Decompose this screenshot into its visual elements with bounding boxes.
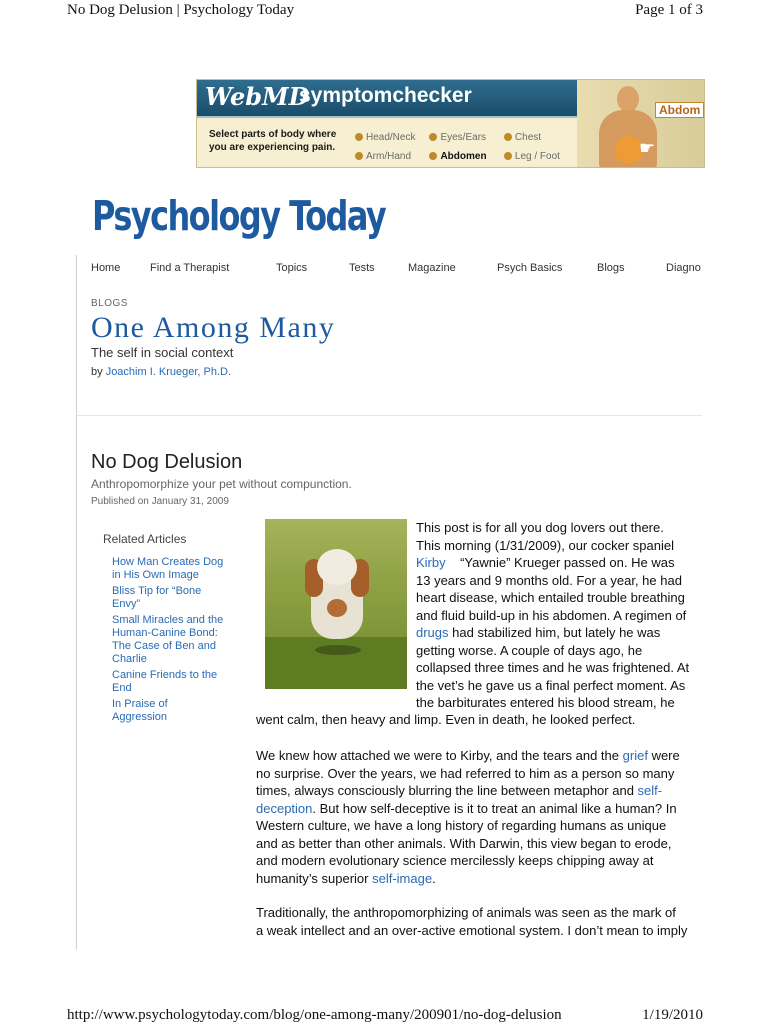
nav-diagnosis[interactable]: Diagno	[666, 262, 701, 274]
ad-body-part-options	[355, 127, 575, 165]
blog-title[interactable]: One Among Many	[91, 311, 336, 344]
webmd-symptom-checker-ad[interactable]	[196, 79, 705, 168]
link-self-deception[interactable]: self-	[637, 783, 663, 798]
bullet-icon	[429, 133, 437, 141]
hand-cursor-icon: ☛	[639, 138, 656, 158]
post-title: No Dog Delusion	[91, 451, 243, 473]
ad-option-arm-hand[interactable]: Arm/Hand	[355, 151, 425, 162]
link-self-deception-cont[interactable]: deception	[256, 800, 313, 816]
related-article-link[interactable]: Small Miracles and the Human-Canine Bond: The Case of Ben and Charlie	[112, 614, 224, 665]
ad-selected-tag: Abdom	[655, 102, 704, 118]
print-date: 1/19/2010	[642, 1007, 703, 1023]
author-link[interactable]: Joachim I. Krueger, Ph.D.	[105, 366, 232, 378]
related-article-link[interactable]: How Man Creates Dog in His Own Image	[112, 556, 224, 581]
link-self-image[interactable]: self-image	[372, 870, 433, 886]
byline: by Joachim I. Krueger, Ph.D.	[91, 366, 232, 378]
related-article-link[interactable]: Bliss Tip for “Bone Envy”	[112, 585, 202, 610]
ad-prompt: Select parts of body where you are experiencing pain.	[209, 129, 337, 153]
nav-psych-basics[interactable]: Psych Basics	[497, 262, 563, 274]
link-drugs[interactable]: drugs	[416, 625, 449, 640]
related-article-link[interactable]: In Praise of Aggression	[112, 698, 168, 723]
bullet-icon	[355, 133, 363, 141]
post-date: Published on January 31, 2009	[91, 496, 229, 507]
header-divider	[77, 415, 702, 416]
paragraph-2: We knew how attached we were to Kirby, and the tears and the grief were no surprise. Over the years, we had referred to him as a person so many times, always consciously blurring the line between metaphor and self- deception. But how self-deceptive is it to treat an animal like a human? In Western culture, we have a long history of regarding humans as unique and as better than other animals. With Darwin, this view began to erode, and modern evolutionary science mercilessly keeps chipping away at humanity’s superior self-image.	[256, 748, 680, 886]
bullet-icon	[429, 152, 437, 160]
nav-home[interactable]: Home	[91, 262, 121, 274]
psychology-today-logo[interactable]: Psychology Today	[92, 192, 386, 240]
paragraph-3: Traditionally, the anthropomorphizing of animals was seen as the mark of a weak intellect and an over-active emotional system. I don’t mean to imply	[256, 905, 688, 938]
ad-option-abdomen[interactable]: Abdomen	[429, 151, 499, 162]
ad-product-name: symptomchecker	[299, 84, 472, 107]
bullet-icon	[504, 152, 512, 160]
nav-topics[interactable]: Topics	[276, 262, 308, 274]
blog-subtitle: The self in social context	[91, 345, 234, 360]
main-nav	[0, 262, 702, 276]
ad-option-head-neck[interactable]: Head/Neck	[355, 132, 425, 143]
print-url: http://www.psychologytoday.com/blog/one-among-many/200901/no-dog-delusion	[67, 1007, 562, 1023]
ad-header	[197, 80, 577, 118]
content-divider	[76, 255, 77, 950]
bullet-icon	[355, 152, 363, 160]
nav-magazine[interactable]: Magazine	[408, 262, 456, 274]
print-page-title: No Dog Delusion | Psychology Today	[67, 2, 295, 18]
related-articles	[103, 532, 233, 727]
link-kirby[interactable]: Kirby	[416, 555, 446, 570]
dog-photo	[265, 519, 407, 689]
paragraph-1-top: This post is for all you dog lovers out there. This morning (1/31/2009), our cocker spaniel Kirby “Yawnie” Krueger passed on. He was 13 years and 9 months old. For a year, he had heart disease, which entailed trouble breathing and fluid build-up in his abdomen. A regimen of drugs had stabilized him, but lately he was getting worse. A couple of days ago, he collapsed three times and he was frightened. At the vet’s he gave us a final perfect moment. As the barbiturates entered his blood stream, he	[416, 520, 690, 710]
section-label: BLOGS	[91, 298, 128, 309]
related-articles-heading: Related Articles	[103, 532, 187, 546]
ad-option-chest[interactable]: Chest	[504, 132, 574, 143]
related-article-link[interactable]: Canine Friends to the End	[112, 669, 218, 694]
ad-body	[197, 120, 577, 166]
post-subtitle: Anthropomorphize your pet without compunction.	[91, 477, 352, 491]
paragraph-1-end: went calm, then heavy and limp. Even in death, he looked perfect.	[256, 712, 636, 727]
webmd-logo: WebMD	[205, 82, 310, 111]
ad-body-figure-image[interactable]	[577, 80, 704, 167]
print-page-number: Page 1 of 3	[635, 2, 703, 18]
ad-option-leg-foot[interactable]: Leg / Foot	[504, 151, 574, 162]
nav-find-a-therapist[interactable]: Find a Therapist	[150, 262, 230, 274]
link-grief[interactable]: grief	[622, 748, 648, 763]
nav-tests[interactable]: Tests	[349, 262, 375, 274]
bullet-icon	[504, 133, 512, 141]
ad-option-eyes-ears[interactable]: Eyes/Ears	[429, 132, 499, 143]
nav-blogs[interactable]: Blogs	[597, 262, 625, 274]
